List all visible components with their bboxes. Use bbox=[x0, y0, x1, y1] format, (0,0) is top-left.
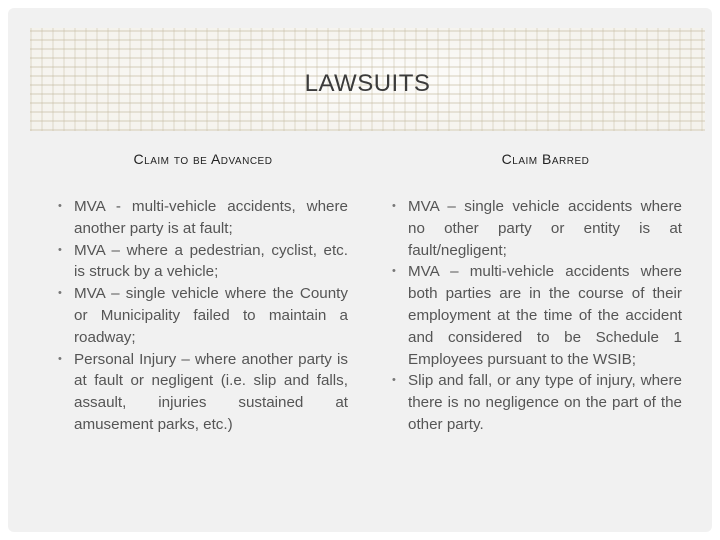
right-bullet-list bbox=[392, 196, 682, 436]
title-banner bbox=[30, 28, 705, 131]
list-item-text: MVA – multi-vehicle accidents where both parties are in the course of their employment at the time of the accident and considered to be Schedule 1 Employees pursuant to the WSIB; bbox=[408, 263, 682, 368]
right-column-heading: Claim Barred bbox=[501, 151, 590, 167]
slide-title: LAWSUITS bbox=[304, 70, 431, 97]
left-bullet-list bbox=[58, 196, 348, 436]
list-item bbox=[58, 349, 348, 436]
bullet-icon: • bbox=[58, 243, 62, 256]
bullet-icon: • bbox=[392, 374, 396, 387]
list-item bbox=[392, 261, 682, 370]
list-item-text: Personal Injury – where another party is at fault or negligent (i.e. slip and falls, assault, injuries sustained at amusement parks, etc.) bbox=[74, 350, 348, 433]
bullet-icon: • bbox=[58, 352, 62, 365]
list-item-text: MVA – single vehicle where the County or Municipality failed to maintain a roadway; bbox=[74, 285, 348, 346]
bullet-icon: • bbox=[58, 200, 62, 212]
slide bbox=[8, 8, 712, 532]
list-item bbox=[58, 240, 348, 284]
list-item bbox=[392, 370, 682, 435]
list-item-text: Slip and fall, or any type of injury, where there is no negligence on the part of the other party. bbox=[408, 372, 682, 433]
bullet-icon: • bbox=[58, 287, 62, 300]
list-item bbox=[392, 196, 682, 261]
left-column-heading: Claim to be Advanced bbox=[133, 151, 273, 167]
list-item bbox=[58, 196, 348, 240]
bullet-icon: • bbox=[392, 265, 396, 278]
list-item bbox=[58, 283, 348, 348]
bullet-icon: • bbox=[392, 200, 396, 212]
list-item-text: MVA – where a pedestrian, cyclist, etc. is struck by a vehicle; bbox=[74, 241, 348, 281]
list-item-text: MVA - multi-vehicle accidents, where another party is at fault; bbox=[74, 198, 348, 237]
list-item-text: MVA – single vehicle accidents where no other party or entity is at fault/negligent; bbox=[408, 198, 682, 259]
